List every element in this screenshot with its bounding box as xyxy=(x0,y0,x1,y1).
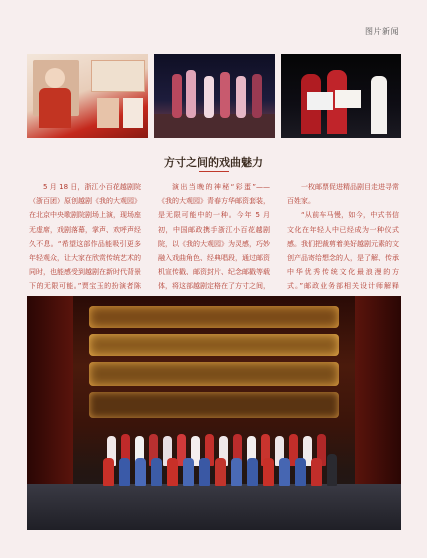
paragraph: 演出当晚的神秘“彩蛋”——《我的大观园》青春方华邮资套装，是无限可能中的一种。今年 5 月初，中国邮政携手浙江小百花越剧院，以《我的大观园》为灵感，巧妙融入戏曲角色、经典唱段，通过邮资机宣传戳、邮资封片、纪念邮戳等载体，将这部越剧定格在了方寸之间， xyxy=(158,183,270,291)
balcony-tier xyxy=(89,362,339,386)
section-label: 图片新闻 xyxy=(365,27,399,36)
photo-poster-performer xyxy=(27,54,148,138)
balcony-tier xyxy=(89,306,339,328)
photo-stamp-presentation xyxy=(281,54,401,138)
title-divider xyxy=(199,171,229,172)
photo-stage-ensemble xyxy=(154,54,275,138)
article-column-3 xyxy=(287,180,399,308)
paragraph: 一枚邮票促进精品剧目走进寻常百姓家。 xyxy=(287,183,399,206)
article-column-2 xyxy=(158,180,270,308)
article-column-1 xyxy=(29,180,141,308)
top-photo-strip xyxy=(27,54,401,138)
balcony-tier xyxy=(89,334,339,356)
curtain-left xyxy=(27,296,73,496)
paragraph: “从前车马慢，如今，中式书信文化在年轻人中已经成为一种仪式感。我们把裁剪着美好越剧元素的文创产品寄给想念的人，是了解、传承中华优秀传统文化最浪漫的方式。”邮政业务部相关设计师解释 xyxy=(287,211,399,291)
curtain-right xyxy=(355,296,401,496)
article-title: 方寸之间的戏曲魅力 xyxy=(164,156,263,169)
paragraph: 5 月 18 日，浙江小百花越剧院（浙百团）原创越剧《我的大观园》在北京中央歌剧院剧场上演，现场座无虚席，戏剧落幕，掌声、欢呼声经久不息。“希望这部作品能吸引更多年轻观众，让大家在欣赏传统艺术的同时，也能感受到越剧在新时代背景下的无限可能。”贾宝玉的扮演者陈 xyxy=(29,183,141,291)
photo-theatre-curtain-call xyxy=(27,296,401,530)
stage-floor xyxy=(27,484,401,530)
balcony-tier xyxy=(89,392,339,418)
